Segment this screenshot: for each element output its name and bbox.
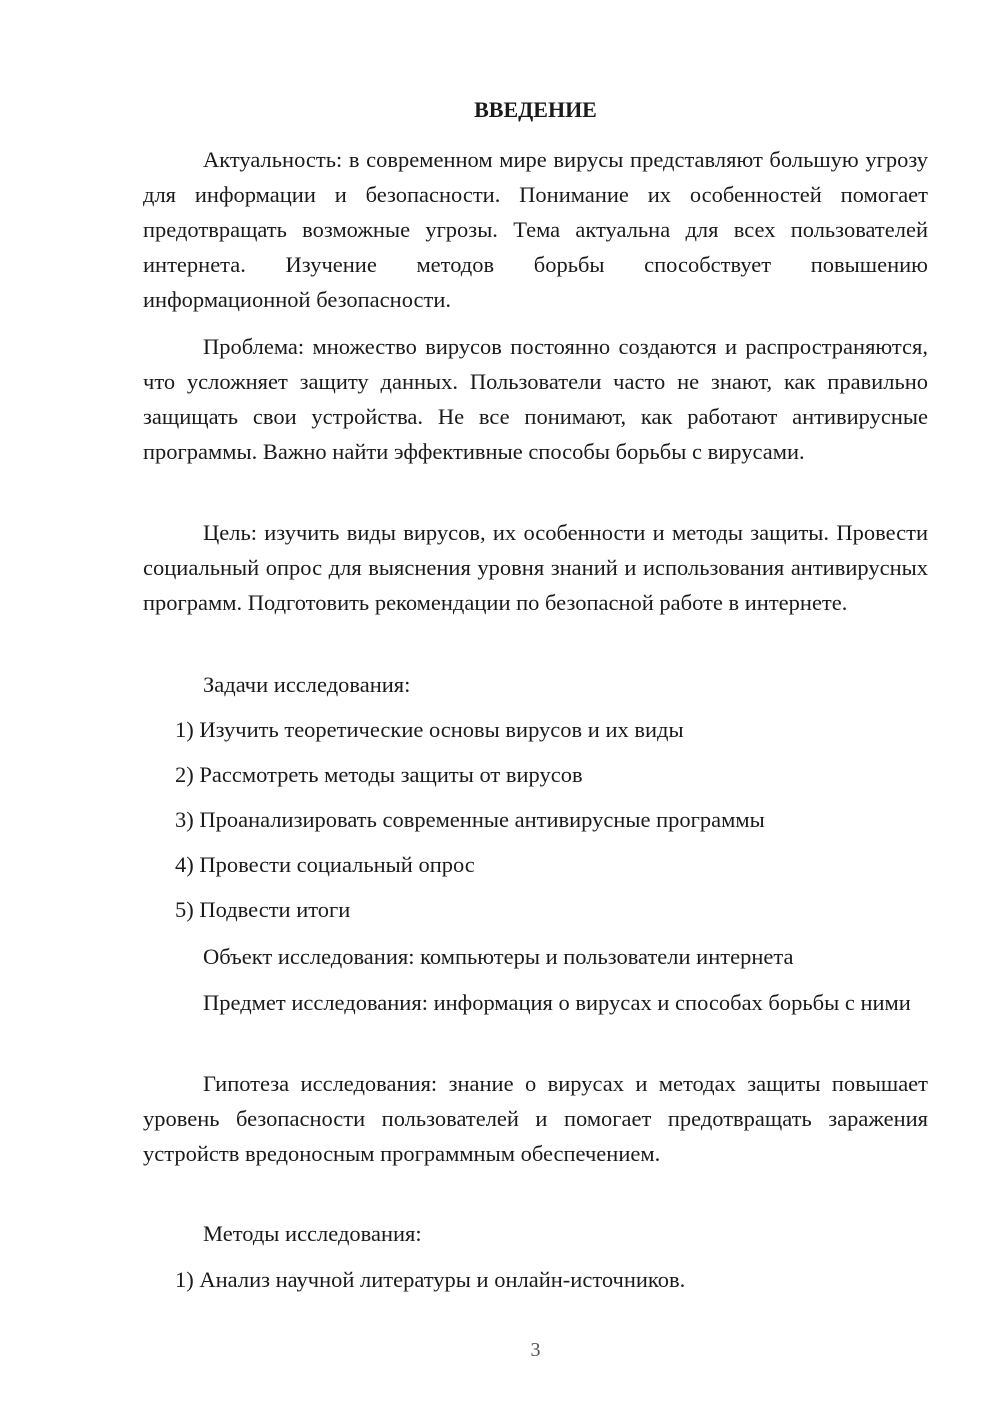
section-title: ВВЕДЕНИЕ <box>474 97 597 122</box>
document-page <box>143 0 928 1414</box>
page-number: 3 <box>530 1339 541 1361</box>
methods-heading-block <box>143 1216 928 1251</box>
problem-paragraph: Проблема: множество вирусов постоянно создаются и распространяются, что усложняет защиту данных. Пользователи часто не знают, как правильно защищать свои устройства. Не все понимают, как работают антивирусные программы. Важно найти эффективные способы борьбы с вирусами. <box>143 334 928 464</box>
task-item-2: 2) Рассмотреть методы защиты от вирусов <box>175 762 583 787</box>
tasks-list <box>143 712 928 927</box>
relevance-paragraph-block <box>143 142 928 317</box>
methods-heading: Методы исследования: <box>203 1221 422 1246</box>
task-item-3: 3) Проанализировать современные антивирусные программы <box>175 807 765 832</box>
tasks-heading-block <box>143 667 928 702</box>
research-hypothesis: Гипотеза исследования: знание о вирусах и методах защиты повышает уровень безопасности пользователей и помогает предотвращать заражения устройств вредоносным программным обеспечением. <box>143 1071 928 1166</box>
research-subject: Предмет исследования: информация о вирусах и способах борьбы с ними <box>203 990 911 1015</box>
goal-paragraph-block <box>143 515 928 620</box>
task-item-5: 5) Подвести итоги <box>175 897 351 922</box>
task-item-1: 1) Изучить теоретические основы вирусов и их виды <box>175 717 684 742</box>
task-item-4: 4) Провести социальный опрос <box>175 852 475 877</box>
subject-block <box>143 985 928 1020</box>
goal-paragraph: Цель: изучить виды вирусов, их особенности и методы защиты. Провести социальный опрос для выяснения уровня знаний и использования антивирусных программ. Подготовить рекомендации по безопасной работе в интернете. <box>143 520 928 615</box>
method-item-1: 1) Анализ научной литературы и онлайн-источников. <box>175 1267 686 1292</box>
hypothesis-block <box>143 1066 928 1171</box>
object-block <box>143 939 928 974</box>
methods-list <box>143 1262 928 1297</box>
research-object: Объект исследования: компьютеры и пользователи интернета <box>203 944 794 969</box>
tasks-heading: Задачи исследования: <box>203 672 411 697</box>
problem-paragraph-block <box>143 329 928 469</box>
relevance-paragraph: Актуальность: в современном мире вирусы представляют большую угрозу для информации и безопасности. Понимание их особенностей помогает предотвращать возможные угрозы. Тема актуальна для всех пользователей интернета. Изучение методов борьбы способствует повышению информационной безопасности. <box>143 147 928 312</box>
